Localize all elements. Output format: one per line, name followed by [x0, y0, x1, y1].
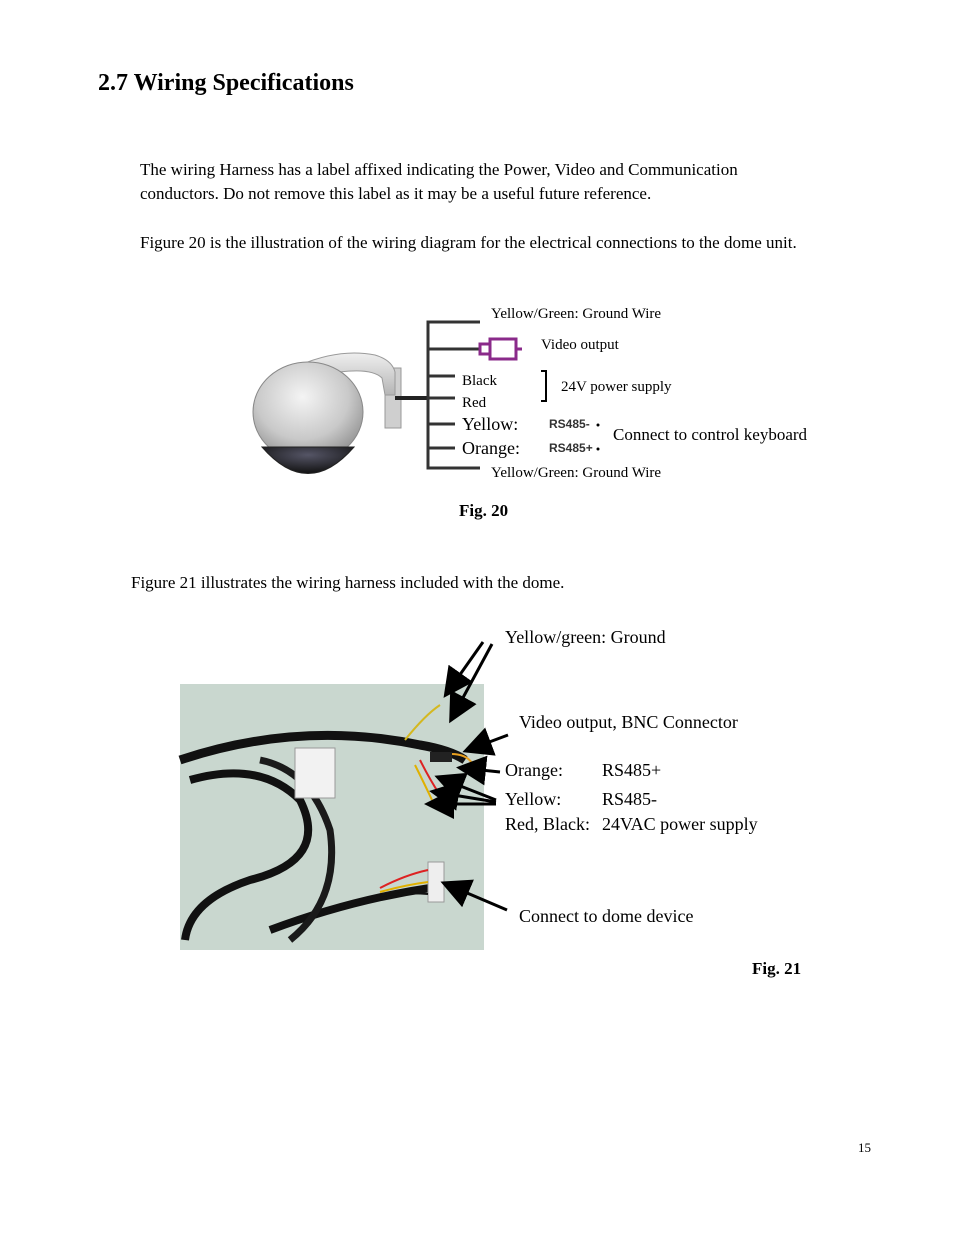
- fig20-black-label: Black: [462, 373, 497, 389]
- fig20-ground-top-label: Yellow/Green: Ground Wire: [491, 306, 662, 322]
- fig20-orange-label: Orange:: [462, 438, 520, 458]
- paragraph-fig20-intro: Figure 20 is the illustration of the wiring diagram for the electrical connections to the dome unit.: [140, 233, 797, 252]
- fig21-yellow-label: Yellow:: [505, 789, 562, 809]
- paragraph-line: The wiring Harness has a label affixed indicating the Power, Video and Communication: [140, 160, 738, 179]
- fig20-ground-bottom-label: Yellow/Green: Ground Wire: [491, 465, 662, 481]
- fig21-yellow-value: RS485-: [602, 789, 658, 809]
- fig21-orange-label: Orange:: [505, 760, 563, 780]
- fig21-video-label: Video output, BNC Connector: [519, 712, 738, 732]
- fig20-rs485-minus: RS485-: [549, 417, 590, 431]
- fig20-video-label: Video output: [541, 337, 619, 353]
- fig21-orange-value: RS485+: [602, 760, 662, 780]
- section-title: 2.7 Wiring Specifications: [98, 70, 354, 96]
- fig20-yellow-label: Yellow:: [462, 414, 519, 434]
- page-number: 15: [858, 1140, 871, 1155]
- fig21-ground-label: Yellow/green: Ground: [505, 627, 666, 647]
- fig20-caption: Fig. 20: [459, 501, 509, 520]
- fig21-redblack-label: Red, Black:: [505, 814, 590, 834]
- fig21-redblack-value: 24VAC power supply: [602, 814, 758, 834]
- fig20-keyboard-label: Connect to control keyboard: [613, 425, 808, 444]
- paragraph-fig21-intro: Figure 21 illustrates the wiring harness included with the dome.: [131, 573, 565, 592]
- fig21-dome-label: Connect to dome device: [519, 906, 694, 926]
- fig21-caption: Fig. 21: [752, 959, 802, 978]
- fig20-rs485-plus: RS485+: [549, 441, 593, 455]
- paragraph-line: conductors. Do not remove this label as it may be a useful future reference.: [140, 184, 652, 203]
- fig20-power-label: 24V power supply: [561, 379, 672, 395]
- fig20-red-label: Red: [462, 395, 487, 411]
